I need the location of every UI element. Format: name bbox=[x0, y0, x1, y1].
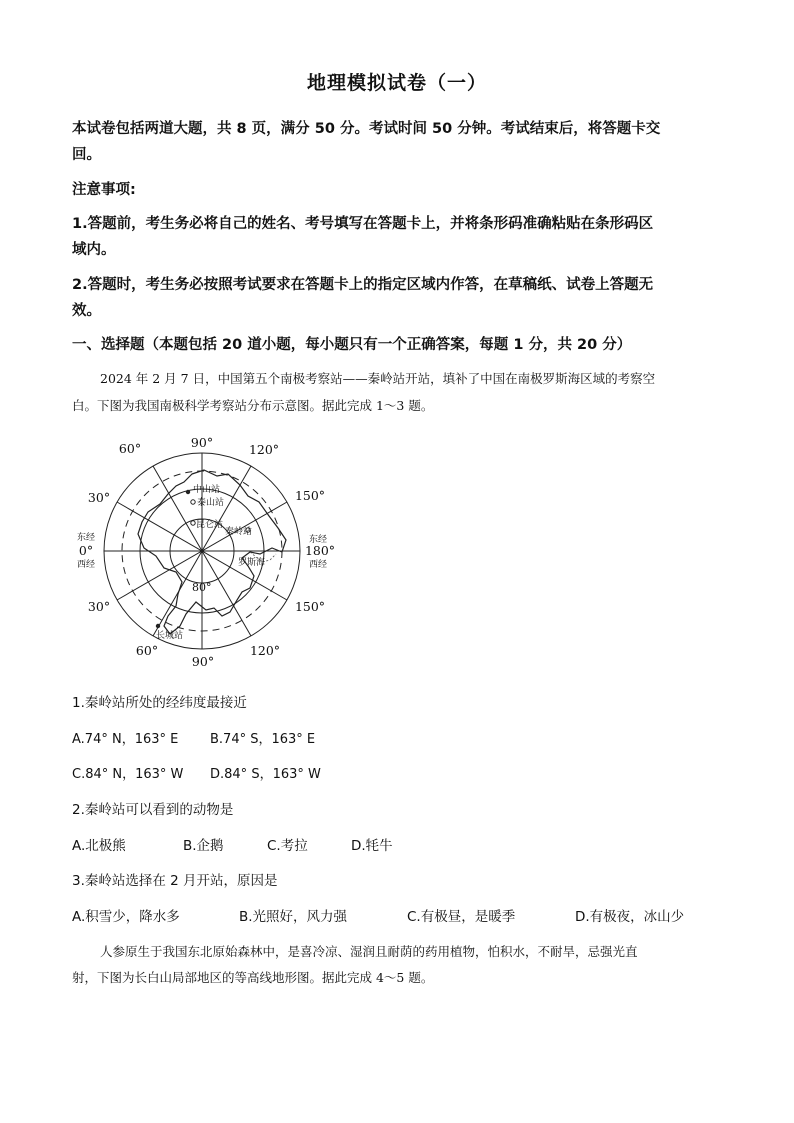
label-top-90: 90° bbox=[190, 435, 214, 450]
label-bottom-120: 120° bbox=[249, 643, 281, 658]
section-heading: 一、选择题（本题包括 20 道小题，每小题只有一个正确答案，每题 1 分，共 20 分） bbox=[72, 337, 632, 353]
page-title: 地理模拟试卷（一） bbox=[306, 72, 487, 94]
question-3-option-b: B.光照好，风力强 bbox=[239, 909, 348, 925]
question-1-option-c: C.84° N，163° W bbox=[72, 767, 184, 782]
label-top-120: 120° bbox=[248, 442, 280, 457]
label-qinling-station: 秦岭站 bbox=[225, 527, 253, 537]
kunlun-station-dot bbox=[191, 521, 195, 525]
label-right-180: 180° bbox=[304, 543, 336, 558]
label-left-0: 0° bbox=[78, 543, 94, 558]
notice-item-2-line-2: 效。 bbox=[72, 303, 101, 319]
label-bottom-90: 90° bbox=[191, 654, 215, 669]
question-3-option-d: D.有极夜，冰山少 bbox=[575, 909, 685, 925]
label-ross-sea: 罗斯海 bbox=[238, 558, 266, 568]
label-right-west: 西经 bbox=[308, 560, 328, 570]
question-2-stem: 2.秦岭站可以看到的动物是 bbox=[72, 802, 234, 818]
notice-item-2-line-1: 2.答题时，考生务必按照考试要求在答题卡上的指定区域内作答，在草稿纸、试卷上答题无 bbox=[72, 277, 654, 293]
question-2-option-b: B.企鹅 bbox=[183, 838, 224, 854]
intro-line-2: 回。 bbox=[72, 147, 101, 163]
question-1-option-b: B.74° S，163° E bbox=[210, 732, 316, 747]
question-1-option-d: D.84° S，163° W bbox=[210, 767, 321, 782]
antarctic-stations-map bbox=[72, 430, 342, 670]
question-1-stem: 1.秦岭站所处的经纬度最接近 bbox=[72, 695, 247, 711]
notice-heading: 注意事项: bbox=[72, 182, 136, 198]
notice-item-1-line-2: 域内。 bbox=[72, 242, 116, 258]
label-right-150-top: 150° bbox=[294, 488, 326, 503]
question-2-option-a: A.北极熊 bbox=[72, 838, 126, 854]
material-2-line-2: 射，下图为长白山局部地区的等高线地形图。据此完成 4～5 题。 bbox=[72, 970, 434, 985]
label-zhongshan-station: 中山站 bbox=[193, 485, 221, 495]
question-3-option-c: C.有极昼，是暖季 bbox=[407, 909, 516, 925]
label-taishan-station: 泰山站 bbox=[197, 498, 225, 508]
zhongshan-station-dot bbox=[186, 490, 190, 494]
material-1-line-2: 白。下图为我国南极科学考察站分布示意图。据此完成 1～3 题。 bbox=[72, 398, 434, 413]
label-top-60: 60° bbox=[118, 441, 142, 456]
label-right-150-bottom: 150° bbox=[294, 599, 326, 614]
taishan-station-dot bbox=[191, 500, 195, 504]
label-changcheng-station: 长城站 bbox=[156, 631, 184, 641]
question-1-option-a: A.74° N，163° E bbox=[72, 732, 179, 747]
label-kunlun-station: 昆仑站 bbox=[196, 520, 224, 530]
notice-item-1-line-1: 1.答题前，考生务必将自己的姓名、考号填写在答题卡上，并将条形码准确粘贴在条形码区 bbox=[72, 216, 654, 232]
label-left-west: 西经 bbox=[76, 560, 96, 570]
question-2-option-c: C.考拉 bbox=[267, 838, 308, 854]
label-left-30-bottom: 30° bbox=[87, 599, 111, 614]
label-right-east: 东经 bbox=[308, 535, 328, 545]
changcheng-station-dot bbox=[156, 624, 160, 628]
label-left-east: 东经 bbox=[76, 533, 96, 543]
material-2-line-1: 人参原生于我国东北原始森林中，是喜冷凉、湿润且耐荫的药用植物，怕积水，不耐旱，忌强光直 bbox=[100, 944, 638, 959]
material-1-line-1: 2024 年 2 月 7 日，中国第五个南极考察站——秦岭站开站，填补了中国在南极罗斯海区域的考察空 bbox=[100, 371, 656, 386]
label-left-30-top: 30° bbox=[87, 490, 111, 505]
label-bottom-60: 60° bbox=[135, 643, 159, 658]
intro-line-1: 本试卷包括两道大题，共 8 页，满分 50 分。考试时间 50 分钟。考试结束后，将答题卡交 bbox=[72, 121, 661, 137]
question-3-stem: 3.秦岭站选择在 2 月开站，原因是 bbox=[72, 873, 278, 889]
question-3-option-a: A.积雪少，降水多 bbox=[72, 909, 180, 925]
label-lat-80: 80° bbox=[192, 581, 212, 594]
question-2-option-d: D.牦牛 bbox=[351, 838, 393, 854]
